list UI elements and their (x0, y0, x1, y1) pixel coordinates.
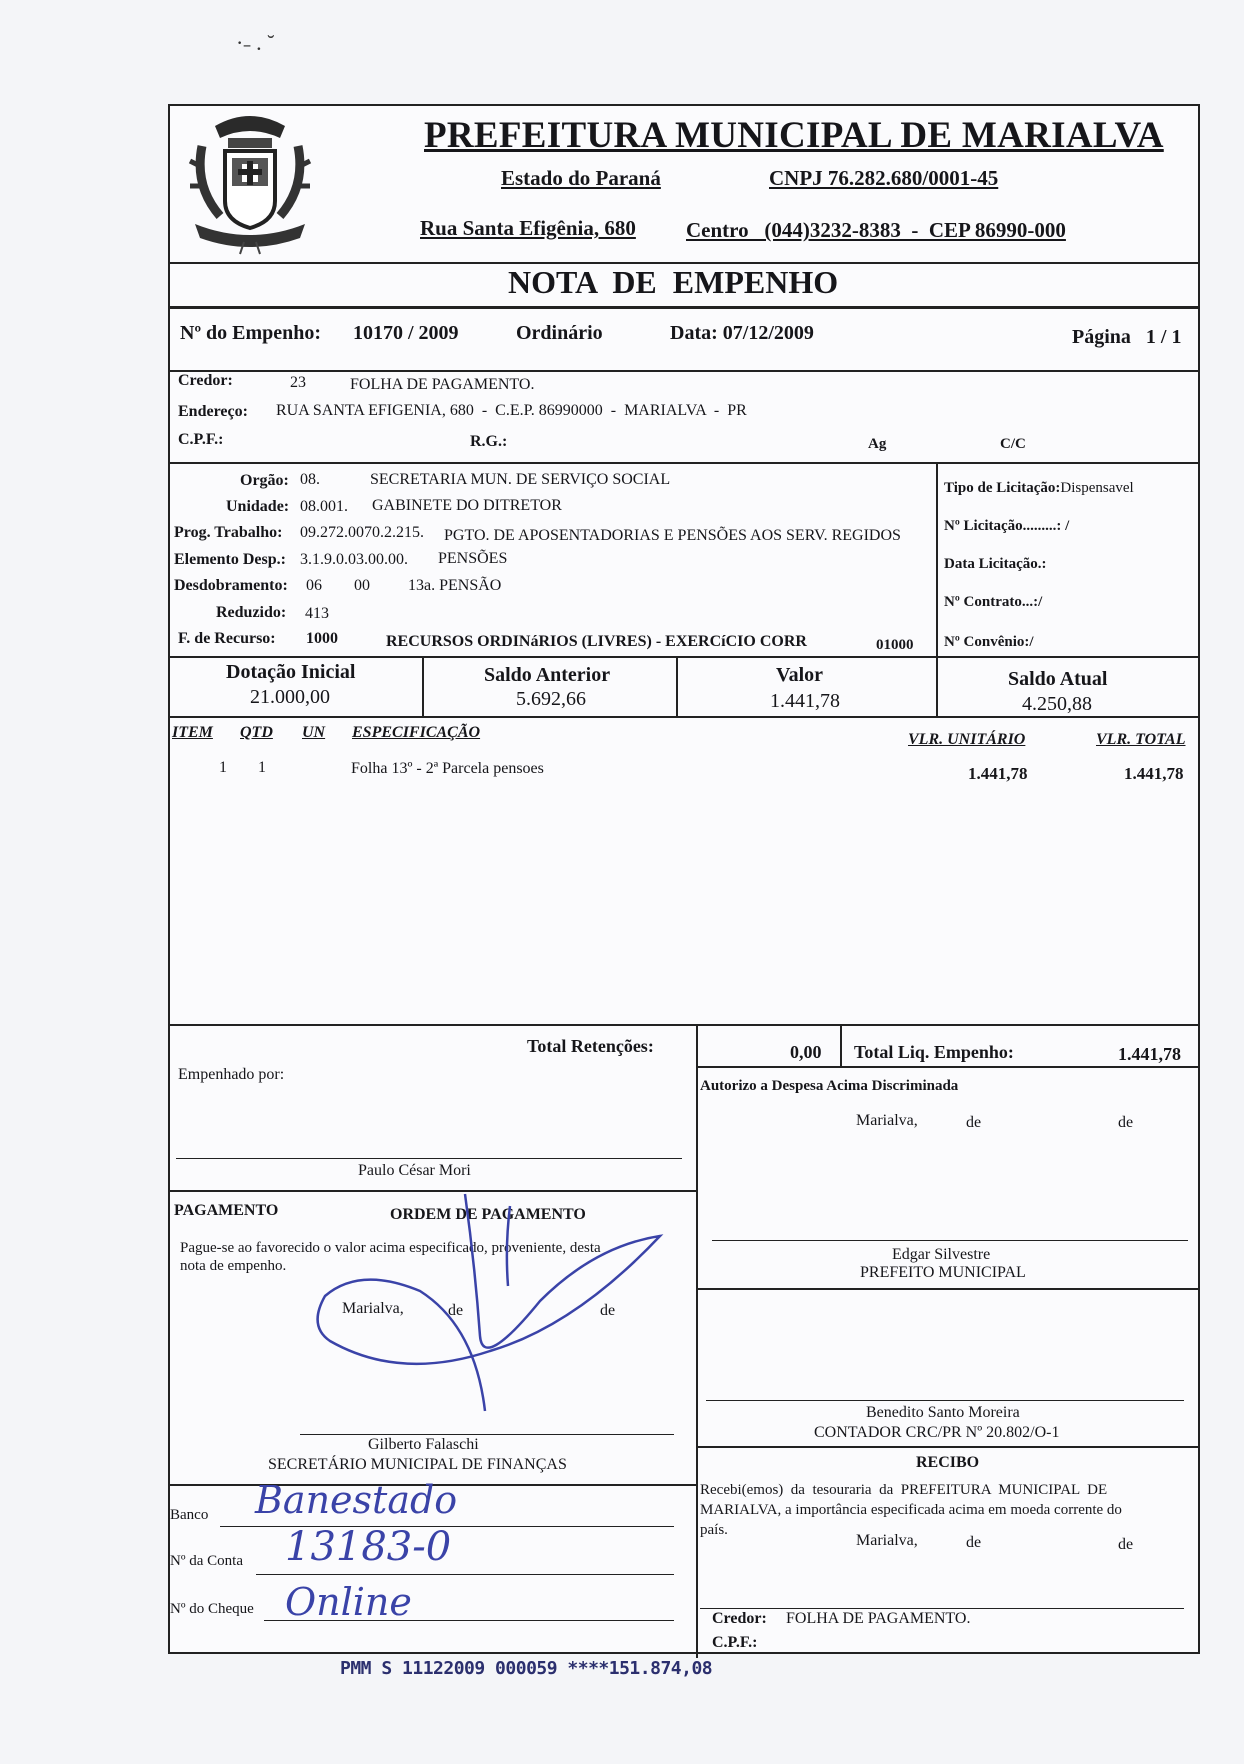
empenho-date: Data: 07/12/2009 (670, 322, 814, 344)
elemento-label: Elemento Desp.: (174, 551, 286, 568)
recibo-cpf-label: C.P.F.: (712, 1634, 758, 1651)
prog-trabalho-label: Prog. Trabalho: (174, 524, 283, 541)
orgao-code: 08. (300, 471, 320, 488)
header-state: Estado do Paraná (501, 166, 661, 190)
cheque-value: Online (285, 1580, 412, 1624)
valor-value: 1.441,78 (770, 690, 840, 712)
orgao-name: SECRETARIA MUN. DE SERVIÇO SOCIAL (370, 471, 671, 488)
prefeito-name: Edgar Silvestre (892, 1246, 991, 1263)
empenho-number: 10170 / 2009 (353, 322, 459, 344)
ordem-de-1: de (448, 1302, 464, 1319)
col-un: UN (302, 724, 326, 741)
recurso-suffix: 01000 (876, 637, 914, 653)
autorizo-city: Marialva, (856, 1112, 918, 1129)
empenho-number-label: Nº do Empenho: (180, 322, 322, 344)
recibo-text-line-3: país. (700, 1522, 728, 1538)
ordem-text-line-2: nota de empenho. (180, 1258, 287, 1274)
dotacao-value: 21.000,00 (250, 686, 330, 708)
credor-name: FOLHA DE PAGAMENTO. (350, 376, 535, 393)
retencoes-value: 0,00 (790, 1042, 822, 1062)
elemento-name: PENSÕES (438, 550, 508, 567)
data-licitacao: Data Licitação.: (944, 556, 1047, 572)
document-title: NOTA DE EMPENHO (508, 264, 839, 300)
recibo-city: Marialva, (856, 1532, 918, 1549)
pagamento-label: PAGAMENTO (174, 1202, 279, 1219)
header-title: PREFEITURA MUNICIPAL DE MARIALVA (424, 115, 1164, 156)
recibo-credor-value: FOLHA DE PAGAMENTO. (786, 1610, 971, 1627)
contador-title: CONTADOR CRC/PR Nº 20.802/O-1 (814, 1424, 1060, 1441)
saldo-anterior-value: 5.692,66 (516, 688, 586, 710)
desdobramento-name: 13a. PENSÃO (408, 577, 502, 594)
orgao-label: Orgão: (240, 472, 289, 489)
page-number: Página 1 / 1 (1072, 326, 1182, 348)
contador-name: Benedito Santo Moreira (866, 1404, 1020, 1421)
col-item: ITEM (172, 724, 213, 741)
recibo-text-line-1: Recebi(emos) da tesouraria da PREFEITURA MUNICIPAL DE (700, 1482, 1108, 1498)
scan-mark: ·˗ . ˘ (236, 30, 275, 55)
item-qtd: 1 (258, 759, 266, 776)
header-cnpj: CNPJ 76.282.680/0001-45 (769, 166, 999, 190)
ordem-text-line-1: Pague-se ao favorecido o valor acima especificado, proveniente, desta (180, 1240, 601, 1256)
liquido-label: Total Liq. Empenho: (854, 1042, 1014, 1062)
autorizo-label: Autorizo a Despesa Acima Discriminada (700, 1078, 959, 1094)
ag-label: Ag (868, 436, 887, 452)
unidade-name: GABINETE DO DITRETOR (372, 497, 562, 514)
prog-trabalho-code: 09.272.0070.2.215. (300, 524, 424, 541)
tipo-licitacao (944, 480, 1134, 497)
recurso-label: F. de Recurso: (178, 630, 276, 647)
prefeito-title: PREFEITO MUNICIPAL (860, 1264, 1026, 1281)
cc-label: C/C (1000, 436, 1026, 452)
cheque-label: Nº do Cheque (170, 1601, 254, 1617)
item-vlr-total: 1.441,78 (1124, 764, 1184, 783)
address-value: RUA SANTA EFIGENIA, 680 - C.E.P. 86990000 - MARIALVA - PR (276, 402, 747, 419)
rg-label: R.G.: (470, 433, 508, 450)
credor-code: 23 (290, 374, 306, 391)
saldo-anterior-label: Saldo Anterior (484, 664, 611, 686)
secretario-title: SECRETÁRIO MUNICIPAL DE FINANÇAS (268, 1456, 567, 1473)
desdobramento-b: 00 (354, 577, 370, 594)
unidade-label: Unidade: (226, 498, 290, 515)
recibo-de-2: de (1118, 1536, 1134, 1553)
item-especificacao: Folha 13º - 2ª Parcela pensoes (351, 760, 544, 777)
elemento-code: 3.1.9.0.03.00.00. (300, 551, 408, 568)
header-street: Rua Santa Efigênia, 680 (420, 216, 636, 240)
desdobramento-a: 06 (306, 577, 322, 594)
autorizo-de-1: de (966, 1114, 982, 1131)
recurso-code: 1000 (306, 630, 338, 647)
numero-licitacao: Nº Licitação.........: / (944, 518, 1070, 534)
saldo-atual-value: 4.250,88 (1022, 693, 1092, 715)
cpf-label: C.P.F.: (178, 431, 224, 448)
ordem-pagamento-label: ORDEM DE PAGAMENTO (390, 1206, 586, 1223)
desdobramento-label: Desdobramento: (174, 577, 288, 594)
address-label: Endereço: (178, 403, 248, 420)
numero-convenio: Nº Convênio:/ (944, 634, 1034, 650)
ordem-de-2: de (600, 1302, 616, 1319)
dotacao-label: Dotação Inicial (226, 661, 356, 683)
tipo-licitacao-label: Tipo de Licitação: (944, 480, 1061, 496)
ordem-city: Marialva, (342, 1300, 404, 1317)
reduzido-label: Reduzido: (216, 604, 287, 621)
col-especificacao: ESPECIFICAÇÃO (352, 724, 481, 741)
credor-label: Credor: (178, 372, 233, 389)
item-number: 1 (219, 759, 227, 776)
col-vlr-total: VLR. TOTAL (1096, 731, 1186, 748)
empenhado-por-name: Paulo César Mori (358, 1162, 471, 1179)
banco-label: Banco (170, 1507, 209, 1523)
valor-label: Valor (776, 664, 824, 686)
secretario-name: Gilberto Falaschi (368, 1436, 479, 1453)
tipo-licitacao-value: Dispensavel (1060, 480, 1134, 496)
saldo-atual-label: Saldo Atual (1008, 668, 1108, 690)
numero-contrato: Nº Contrato...:/ (944, 594, 1043, 610)
recibo-title: RECIBO (916, 1454, 980, 1471)
col-qtd: QTD (240, 724, 273, 741)
unidade-code: 08.001. (300, 498, 348, 515)
coat-of-arms-logo (180, 106, 320, 256)
reduzido-value: 413 (305, 605, 329, 622)
prog-trabalho-name: PGTO. DE APOSENTADORIAS E PENSÕES AOS SERV. REGIDOS (444, 527, 901, 544)
empenho-type: Ordinário (516, 322, 603, 344)
retencoes-label: Total Retenções: (527, 1036, 654, 1056)
recibo-text-line-2: MARIALVA, a importância especificada acima em moeda corrente do (700, 1502, 1122, 1518)
recibo-credor-label: Credor: (712, 1610, 767, 1627)
header-district-phone: Centro (044)3232-8383 - CEP 86990-000 (686, 218, 1066, 242)
conta-value: 13183-0 (285, 1524, 452, 1570)
item-vlr-unitario: 1.441,78 (968, 764, 1028, 783)
conta-label: Nº da Conta (170, 1553, 243, 1569)
recibo-de-1: de (966, 1534, 982, 1551)
recurso-name: RECURSOS ORDINáRIOS (LIVRES) - EXERCíCIO CORR (386, 633, 807, 650)
mechanical-stamp: PMM S 11122009 000059 ****151.874,08 (340, 1658, 713, 1679)
banco-value: Banestado (255, 1478, 458, 1522)
col-vlr-unitario: VLR. UNITÁRIO (908, 731, 1026, 748)
empenhado-por-label: Empenhado por: (178, 1066, 285, 1083)
signature-stroke (300, 1186, 680, 1456)
autorizo-de-2: de (1118, 1114, 1134, 1131)
liquido-value: 1.441,78 (1118, 1044, 1181, 1064)
